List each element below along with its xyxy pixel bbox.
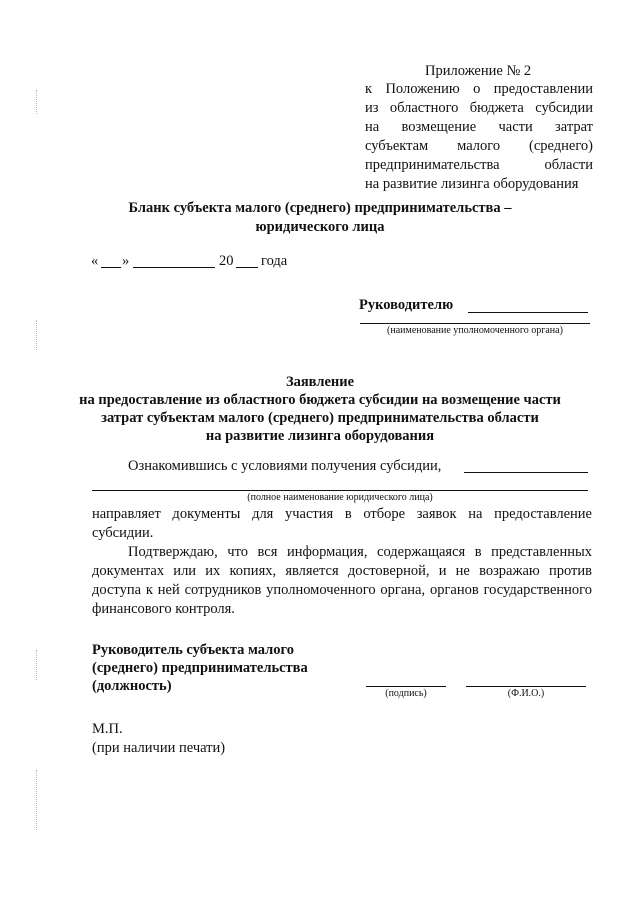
appendix-line: к Положению о предоставлении xyxy=(365,81,593,97)
date-day-field[interactable] xyxy=(101,267,121,268)
blank-title-line2: юридического лица xyxy=(255,219,385,235)
blank-title-line1: Бланк субъекта малого (среднего) предпринимательства – xyxy=(128,200,512,216)
signature-head-line: Руководитель субъекта малого xyxy=(92,642,295,658)
paragraph-1-line: направляет документы для участия в отборе заявок на предоставление xyxy=(92,506,592,522)
signature-head-line: (должность) xyxy=(92,678,172,694)
appendix-line: на развитие лизинга оборудования xyxy=(365,176,579,192)
paragraph-2-line: документах или их копиях, является достоверной, и не возражаю против xyxy=(92,563,592,579)
appendix-block xyxy=(365,80,593,194)
date-year-prefix: 20 xyxy=(219,253,234,269)
paragraph-2-line: финансового контроля. xyxy=(92,601,235,617)
signature-field[interactable]: (подпись) xyxy=(366,686,446,700)
entity-caption: (полное наименование юридического лица) xyxy=(247,492,433,503)
signature-head-line: (среднего) предпринимательства xyxy=(92,660,308,676)
intro-text: Ознакомившись с условиями получения субсидии, xyxy=(128,458,442,474)
scan-margin-mark xyxy=(36,770,38,830)
appendix-line: предпринимательства области xyxy=(365,157,593,173)
addressee-field[interactable] xyxy=(468,312,588,313)
full-name-field[interactable]: (Ф.И.О.) xyxy=(466,686,586,700)
seal-note: (при наличии печати) xyxy=(92,740,226,756)
entity-name-field-1[interactable] xyxy=(464,472,588,473)
date-open-quote: « xyxy=(91,253,99,269)
date-close-quote: » xyxy=(122,253,130,269)
paragraph-2-line: доступа к ней сотрудников уполномоченного органа, органов государственного xyxy=(92,582,592,598)
addressee-label: Руководителю xyxy=(359,297,454,313)
statement-subtitle-line: затрат субъектам малого (среднего) предпринимательства области xyxy=(101,410,539,426)
appendix-line: на возмещение части затрат xyxy=(365,119,593,135)
statement-subtitle-line: на развитие лизинга оборудования xyxy=(205,428,435,444)
statement-heading: Заявление xyxy=(285,374,355,390)
appendix-line: субъектам малого (среднего) xyxy=(365,138,593,154)
appendix-line: из областного бюджета субсидии xyxy=(365,100,593,116)
statement-subtitle-line: на предоставление из областного бюджета субсидии на возмещение части xyxy=(79,392,561,408)
date-year-field[interactable] xyxy=(236,267,258,268)
entity-name-field-2[interactable] xyxy=(92,490,588,491)
date-year-suffix: года xyxy=(261,253,288,269)
paragraph-1-line: субсидии. xyxy=(92,525,154,541)
addressee-caption: (наименование уполномоченного органа) xyxy=(360,323,590,337)
date-month-field[interactable] xyxy=(133,267,215,268)
scan-margin-mark xyxy=(36,650,38,680)
appendix-title: Приложение № 2 xyxy=(425,63,532,79)
seal-label: М.П. xyxy=(92,721,123,737)
scan-margin-mark xyxy=(36,320,38,350)
scan-margin-mark xyxy=(36,90,38,114)
paragraph-2-line: Подтверждаю, что вся информация, содержащаяся в представленных xyxy=(128,544,592,560)
